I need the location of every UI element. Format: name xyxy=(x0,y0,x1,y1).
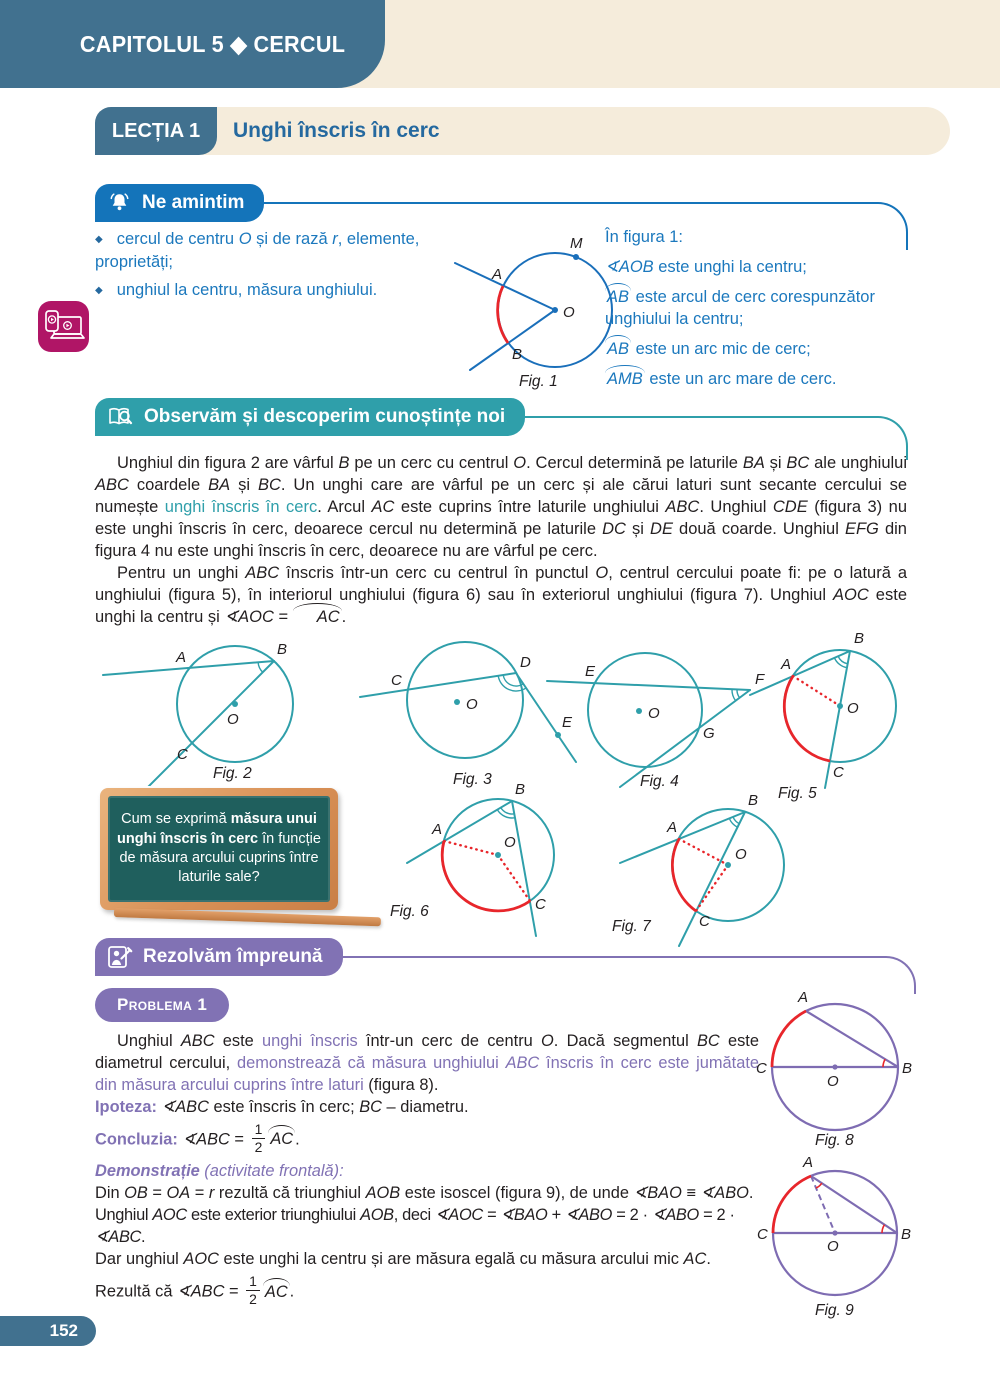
point-label-c: C xyxy=(833,764,844,781)
point-label-o: O xyxy=(735,846,747,863)
point-O xyxy=(454,699,460,705)
point-O xyxy=(232,701,238,707)
chapter-header xyxy=(0,0,385,88)
chalkboard-surface xyxy=(108,796,330,902)
point-label-b: B xyxy=(901,1226,912,1243)
proof-line: Rezultă că ∢ABC = $\frac{1}{2}$ AC . xyxy=(95,1273,295,1307)
diamond-bullet-icon: ◆ xyxy=(95,234,103,245)
note-line: ∢AOB este unghi la centru; xyxy=(605,257,807,276)
point-label-a: A xyxy=(492,266,503,283)
section-solve-title: Rezolvăm împreună xyxy=(143,946,323,967)
point-O xyxy=(725,862,731,868)
dotted-AO xyxy=(793,676,840,706)
angle-mark-B-red xyxy=(882,1225,885,1233)
angle-mark-B-inner xyxy=(501,808,515,814)
point-label-c: C xyxy=(757,1226,768,1243)
point-label-o: O xyxy=(648,705,660,722)
chalkboard-tray xyxy=(114,908,381,926)
paragraph: Pentru un unghi ABC înscris într-un cerc cu centrul în punctul O, centrul cercului poate fi: pe o latură a unghiului (figura 5), în interiorul unghiului (figura 6) sau în exteriorul unghiului (figura 7). Unghiul AOC este unghi la centru și ∢AOC = AC . xyxy=(95,564,908,626)
proof-line: Dar unghiul AOC este unghi la centru și are măsura egală cu măsura arcului mic AC. xyxy=(95,1250,711,1269)
bullet-item xyxy=(95,279,440,302)
paragraph: Unghiul din figura 2 are vârful B pe un cerc cu centrul O. Cercul determină pe laturile BA și BC ale unghiului ABC coardele BA și BC. Un unghi care are vârful pe un cerc și ale cărui laturi sunt secante cercului se numește unghi înscris în cerc. Arcul AC este cuprins între laturile unghiului ABC. Unghiul CDE (figura 3) nu este unghi înscris în cerc, deoarece cercul nu determină pe laturile DC și DE două coarde. Unghiul EFG din figura 4 nu este unghi înscris în cerc, deoarece nu are vârful pe cerc. xyxy=(95,454,908,560)
digital-resources-glyph xyxy=(37,300,90,353)
figure-caption: Fig. 5 xyxy=(778,785,817,802)
point-label-o: O xyxy=(227,711,239,728)
figure-8 xyxy=(725,982,950,1157)
point-O xyxy=(832,1230,837,1235)
point-label-a: A xyxy=(781,656,792,673)
person-writing-icon xyxy=(107,945,133,970)
section-remember-title: Ne amintim xyxy=(142,192,245,213)
angle-mark-A-red xyxy=(816,1183,822,1188)
problem-statement: Unghiul ABC este unghi înscris într-un cerc de centru O. Dacă segmentul BC este diametrul cercului, demonstrează că măsura unghiului ABC înscris în cerc este jumătate din măsura arcului cuprins între laturi (figura 8). xyxy=(95,1032,759,1094)
figure-caption: Fig. 7 xyxy=(612,918,651,935)
figure-caption: Fig. 9 xyxy=(815,1302,854,1319)
point-label-b: B xyxy=(748,792,759,809)
point-label-b: B xyxy=(515,781,526,798)
figure-2 xyxy=(85,626,345,791)
bullet-text: unghiul la centru, măsura unghiului. xyxy=(116,280,378,299)
problem-text xyxy=(95,1030,759,1313)
point-label-a: A xyxy=(803,1154,814,1171)
point-O xyxy=(832,1064,837,1069)
point-label-a: A xyxy=(667,819,678,836)
proof-line: Din OB = OA = r rezultă că triunghiul AOB este isoscel (figura 9), de unde ∢BAO ≡ ∢ABO. xyxy=(95,1184,754,1203)
arc-CA-red xyxy=(772,1011,806,1067)
point-label-o: O xyxy=(827,1238,839,1255)
note-line: AB este un arc mic de cerc; xyxy=(605,338,907,361)
point-label-o: O xyxy=(504,834,516,851)
angle-mark-B xyxy=(258,662,263,672)
point-label-o: O xyxy=(847,700,859,717)
point-label-a: A xyxy=(432,821,443,838)
lesson-strip xyxy=(95,107,950,155)
figure-caption: Fig. 4 xyxy=(640,773,679,790)
point-label-a: A xyxy=(798,989,809,1006)
point-label-c: C xyxy=(391,672,402,689)
secant-FE xyxy=(547,681,750,690)
proof-line: Unghiul AOC este exterior triunghiului AOB, deci ∢AOC = ∢BAO + ∢ABO = 2 · ∢ABO = 2 · ∢ABC. xyxy=(95,1206,735,1247)
arc-CA-red xyxy=(773,1176,811,1233)
point-label-f: F xyxy=(755,671,765,688)
section-observe-title: Observăm și descoperim cunoștințe noi xyxy=(144,406,506,427)
secant-BC xyxy=(679,812,745,946)
point-label-d: D xyxy=(520,654,531,671)
lesson-badge: LECȚIA 1 xyxy=(95,107,217,155)
point-label-a: A xyxy=(176,649,187,666)
section-solve-header xyxy=(95,938,343,976)
dotted-OC xyxy=(696,865,728,911)
point-M xyxy=(573,254,579,260)
observe-paragraphs xyxy=(95,452,907,628)
section-border-solve xyxy=(250,956,916,994)
digital-resources-icon xyxy=(37,300,90,353)
point-label-c: C xyxy=(699,913,710,930)
arc-AC-red xyxy=(784,676,830,761)
figure-7 xyxy=(598,778,833,961)
section-remember-header xyxy=(95,184,264,222)
secant-BA xyxy=(103,661,274,675)
arc-AC-red xyxy=(672,839,696,911)
diamond-bullet-icon: ◆ xyxy=(95,284,103,296)
angle-mark-B-inner xyxy=(838,656,848,664)
lesson-title: Unghi înscris în cerc xyxy=(233,119,440,142)
point-label-m: M xyxy=(570,235,583,252)
note-line: AB este arcul de cerc corespunzător unghiului la centru; xyxy=(605,287,875,329)
note-line: În figura 1: xyxy=(605,228,683,246)
point-label-b: B xyxy=(902,1060,913,1077)
angle-mark-B-red xyxy=(883,1059,885,1067)
problem-badge: Problema 1 xyxy=(95,988,229,1022)
dotted-OA xyxy=(444,841,498,855)
secant-BA xyxy=(620,812,745,863)
chord-AB xyxy=(806,1011,898,1067)
chalkboard xyxy=(100,788,338,910)
point-label-c: C xyxy=(756,1060,767,1077)
angle-mark-B-outer xyxy=(729,818,737,827)
hypothesis-line: Ipoteza: ∢ABC este înscris în cerc; BC – diametru. xyxy=(95,1098,469,1116)
conclusion-line: Concluzia: ∢ABC = $\frac{1}{2}$ AC . xyxy=(95,1121,300,1155)
secant-BC xyxy=(512,801,536,936)
point-label-o: O xyxy=(563,304,575,321)
point-label-e: E xyxy=(562,714,573,731)
point-label-c: C xyxy=(177,746,188,763)
point-label-o: O xyxy=(466,696,478,713)
section-border-remember xyxy=(200,202,908,250)
point-label-e: E xyxy=(585,663,596,680)
secant-BC xyxy=(140,661,274,786)
circle-outline xyxy=(588,653,702,767)
ray-OA xyxy=(455,263,555,310)
figure-9 xyxy=(725,1145,950,1326)
point-label-g: G xyxy=(703,725,715,742)
point-label-c: C xyxy=(535,896,546,913)
figure-caption: Fig. 1 xyxy=(519,373,558,390)
point-O xyxy=(636,708,642,714)
point-O xyxy=(552,307,558,313)
figure-caption: Fig. 6 xyxy=(390,903,429,920)
book-search-icon xyxy=(107,405,134,430)
figure-caption: Fig. 8 xyxy=(815,1132,854,1149)
figure-6 xyxy=(378,780,613,945)
point-label-b: B xyxy=(854,630,865,647)
point-label-b: B xyxy=(277,641,288,658)
angle-mark-B-inner xyxy=(733,817,739,824)
point-label-b: B xyxy=(512,346,523,363)
page-number-badge: 152 xyxy=(0,1316,96,1346)
section-observe-header xyxy=(95,398,525,436)
point-O xyxy=(495,852,501,858)
figure-caption: Fig. 3 xyxy=(453,771,492,788)
figure1-notes xyxy=(605,226,907,398)
chalkboard-question: Cum se exprimă măsura unui unghi înscris în cerc în funcție de măsura arcului cuprins între laturile sale? xyxy=(117,811,321,886)
bullet-text: cercul de centru O și de rază r, elemente, proprietăți; xyxy=(95,230,420,272)
proof-title: Demonstrație (activitate frontală): xyxy=(95,1162,344,1181)
angle-mark-F-outer xyxy=(732,689,736,701)
point-label-o: O xyxy=(827,1073,839,1090)
circle-outline xyxy=(407,642,523,758)
chapter-title: CAPITOLUL 5 ◆ CERCUL xyxy=(79,30,346,57)
arc-AB-red xyxy=(498,286,508,343)
bell-icon xyxy=(107,191,132,215)
point-O xyxy=(837,703,843,709)
figure-caption: Fig. 2 xyxy=(213,765,252,782)
secant-DC xyxy=(360,673,516,697)
note-line: AMB este un arc mare de cerc. xyxy=(605,368,907,391)
